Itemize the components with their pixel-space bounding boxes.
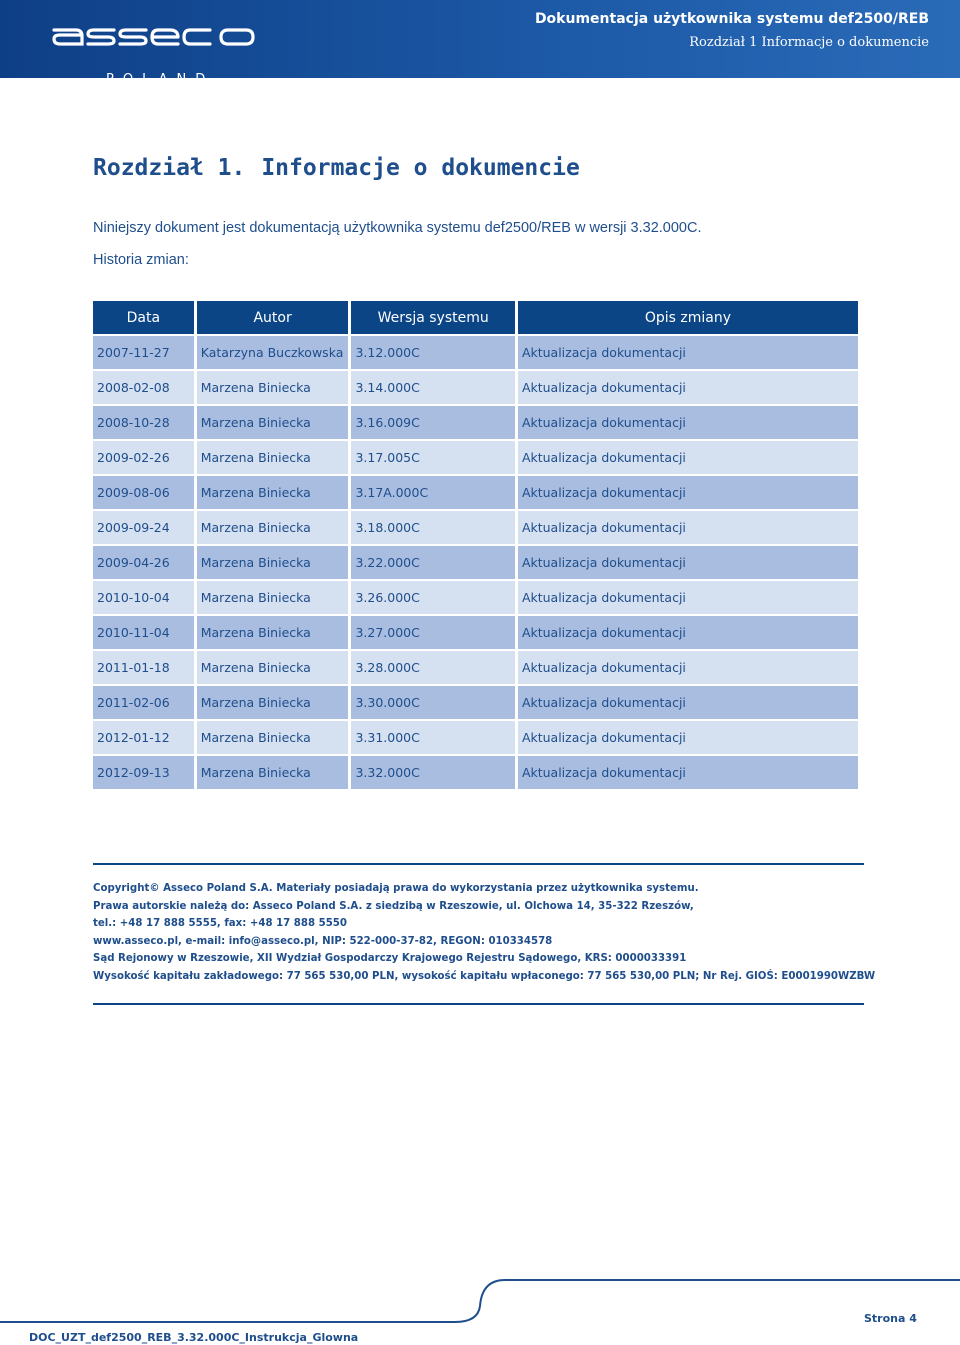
footer-line: www.asseco.pl, e-mail: info@asseco.pl, NIP: 522-000-37-82, REGON: 010334578: [93, 935, 553, 947]
cell-author: Marzena Biniecka: [197, 756, 349, 791]
page-number: Strona 4: [864, 1312, 917, 1325]
cell-version: 3.17.005C: [351, 441, 514, 476]
cell-version: 3.16.009C: [351, 406, 514, 441]
cell-version: 3.14.000C: [351, 371, 514, 406]
cell-description: Aktualizacja dokumentacji: [518, 616, 858, 651]
cell-version: 3.27.000C: [351, 616, 514, 651]
cell-author: Katarzyna Buczkowska: [197, 336, 349, 371]
table-row: [93, 371, 858, 406]
cell-date: 2012-01-12: [93, 721, 194, 756]
column-header-author: Autor: [197, 301, 349, 336]
asseco-wordmark-icon: [50, 22, 260, 48]
cell-date: 2009-02-26: [93, 441, 194, 476]
cell-version: 3.26.000C: [351, 581, 514, 616]
logo-poland-text: POLAND: [106, 72, 215, 87]
cell-author: Marzena Biniecka: [197, 686, 349, 721]
cell-description: Aktualizacja dokumentacji: [518, 546, 858, 581]
table-row: [93, 686, 858, 721]
cell-date: 2010-11-04: [93, 616, 194, 651]
table-row: [93, 721, 858, 756]
table-row: [93, 511, 858, 546]
table-row: [93, 336, 858, 371]
table-row: [93, 546, 858, 581]
cell-version: 3.22.000C: [351, 546, 514, 581]
column-header-date: Data: [93, 301, 194, 336]
cell-date: 2009-08-06: [93, 476, 194, 511]
cell-date: 2011-01-18: [93, 651, 194, 686]
footer-line: tel.: +48 17 888 5555, fax: +48 17 888 5550: [93, 918, 347, 929]
cell-description: Aktualizacja dokumentacji: [518, 441, 858, 476]
cell-author: Marzena Biniecka: [197, 406, 349, 441]
cell-description: Aktualizacja dokumentacji: [518, 721, 858, 756]
history-label: Historia zmian:: [93, 252, 189, 268]
cell-version: 3.28.000C: [351, 651, 514, 686]
footer-top-rule: [93, 863, 864, 865]
document-title: Dokumentacja użytkownika systemu def2500/REB: [534, 11, 929, 27]
cell-author: Marzena Biniecka: [197, 581, 349, 616]
cell-description: Aktualizacja dokumentacji: [518, 476, 858, 511]
cell-version: 3.31.000C: [351, 721, 514, 756]
cell-date: 2008-10-28: [93, 406, 194, 441]
footer-line: Wysokość kapitału zakładowego: 77 565 530,00 PLN, wysokość kapitału wpłaconego: 77 565 530,00 PLN; Nr Rej. GIOŚ: E0001990WZBW: [93, 970, 876, 982]
cell-description: Aktualizacja dokumentacji: [518, 756, 858, 791]
cell-date: 2010-10-04: [93, 581, 194, 616]
section-subtitle: Rozdział 1 Informacje o dokumencie: [689, 35, 929, 50]
footer-line: Copyright© Asseco Poland S.A. Materiały posiadają prawa do wykorzystania przez użytkownika systemu.: [93, 883, 699, 894]
cell-author: Marzena Biniecka: [197, 476, 349, 511]
cell-author: Marzena Biniecka: [197, 546, 349, 581]
cell-description: Aktualizacja dokumentacji: [518, 511, 858, 546]
cell-author: Marzena Biniecka: [197, 371, 349, 406]
chapter-heading: [93, 155, 580, 181]
cell-version: 3.18.000C: [351, 511, 514, 546]
intro-paragraph: Niniejszy dokument jest dokumentacją użytkownika systemu def2500/REB w wersji 3.32.000C.: [93, 220, 702, 236]
cell-date: 2011-02-06: [93, 686, 194, 721]
cell-author: Marzena Biniecka: [197, 721, 349, 756]
cell-date: 2008-02-08: [93, 371, 194, 406]
table-row: [93, 476, 858, 511]
footer-line: Sąd Rejonowy w Rzeszowie, XII Wydział Gospodarczy Krajowego Rejestru Sądowego, KRS: 0000033391: [93, 953, 687, 964]
asseco-logo: [50, 22, 260, 87]
cell-version: 3.12.000C: [351, 336, 514, 371]
cell-version: 3.17A.000C: [351, 476, 514, 511]
cell-description: Aktualizacja dokumentacji: [518, 371, 858, 406]
column-header-description: Opis zmiany: [518, 301, 858, 336]
table-row: [93, 756, 858, 791]
document-filename: DOC_UZT_def2500_REB_3.32.000C_Instrukcja_Glowna: [29, 1331, 359, 1344]
chapter-number: Rozdział 1.: [93, 155, 246, 181]
cell-date: 2007-11-27: [93, 336, 194, 371]
cell-description: Aktualizacja dokumentacji: [518, 686, 858, 721]
table-row: [93, 581, 858, 616]
page-header: [0, 0, 960, 87]
chapter-title-text: Informacje o dokumencie: [261, 155, 580, 181]
cell-date: 2012-09-13: [93, 756, 194, 791]
cell-description: Aktualizacja dokumentacji: [518, 336, 858, 371]
change-history-table: [90, 301, 861, 791]
table-row: [93, 651, 858, 686]
cell-date: 2009-09-24: [93, 511, 194, 546]
column-header-version: Wersja systemu: [351, 301, 514, 336]
table-row: [93, 616, 858, 651]
cell-description: Aktualizacja dokumentacji: [518, 651, 858, 686]
cell-version: 3.32.000C: [351, 756, 514, 791]
cell-author: Marzena Biniecka: [197, 441, 349, 476]
table-row: [93, 441, 858, 476]
cell-description: Aktualizacja dokumentacji: [518, 406, 858, 441]
table-body: [93, 336, 858, 791]
footer-bottom-rule: [93, 1003, 864, 1005]
cell-version: 3.30.000C: [351, 686, 514, 721]
cell-date: 2009-04-26: [93, 546, 194, 581]
cell-author: Marzena Biniecka: [197, 616, 349, 651]
table-header-row: [93, 301, 858, 336]
copyright-footer: [93, 880, 876, 985]
cell-author: Marzena Biniecka: [197, 651, 349, 686]
footer-line: Prawa autorskie należą do: Asseco Poland S.A. z siedzibą w Rzeszowie, ul. Olchowa 14, 35-322 Rzeszów,: [93, 900, 694, 912]
cell-description: Aktualizacja dokumentacji: [518, 581, 858, 616]
table-row: [93, 406, 858, 441]
cell-author: Marzena Biniecka: [197, 511, 349, 546]
